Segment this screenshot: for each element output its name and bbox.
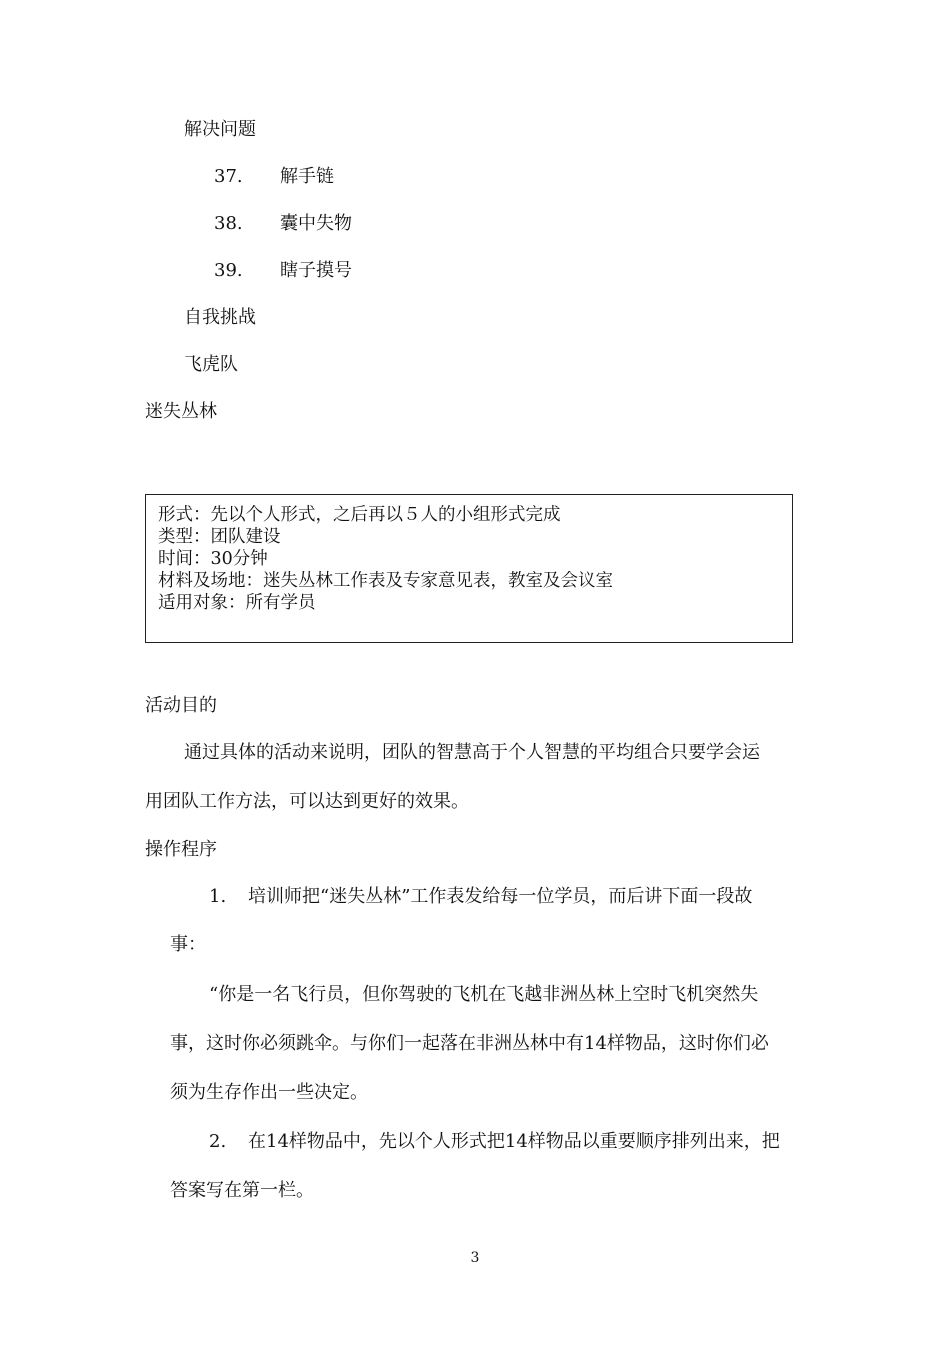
- list-item: [214, 165, 334, 189]
- purpose-heading: 活动目的: [145, 695, 217, 716]
- activity-info-box: [145, 494, 793, 643]
- story-line-1: “你是一名飞行员，但你驾驶的飞机在飞越非洲丛林上空时飞机突然失: [209, 984, 759, 1005]
- list-item: [214, 212, 352, 236]
- info-materials: 材料及场地：迷失丛林工作表及专家意见表，教室及会议室: [158, 571, 613, 591]
- purpose-line-2: 用团队工作方法，可以达到更好的效果。: [145, 791, 469, 812]
- list-item-number: 39.: [214, 260, 243, 281]
- story-line-2: 事，这时你必须跳伞。与你们一起落在非洲丛林中有14样物品，这时你们必: [170, 1033, 769, 1054]
- procedure-step-1: [209, 885, 752, 909]
- step-text: 培训师把“迷失丛林”工作表发给每一位学员，而后讲下面一段故: [248, 886, 753, 907]
- list-item-label: 瞎子摸号: [280, 260, 352, 281]
- list-item-label: 解手链: [280, 166, 334, 187]
- info-type: 类型：团队建设: [158, 527, 281, 547]
- info-form: 形式：先以个人形式，之后再以５人的小组形式完成: [158, 505, 561, 525]
- section-heading-problem-solving: 解决问题: [184, 119, 256, 140]
- section-heading-self-challenge: 自我挑战: [184, 307, 256, 328]
- purpose-line-1: 通过具体的活动来说明，团队的智慧高于个人智慧的平均组合只要学会运: [184, 742, 760, 763]
- procedure-step-2-cont: 答案写在第一栏。: [170, 1180, 314, 1201]
- page-number: 3: [470, 1250, 480, 1266]
- section-heading-lost-jungle: 迷失丛林: [145, 401, 217, 422]
- step-text: 在14样物品中，先以个人形式把14样物品以重要顺序排列出来，把: [248, 1131, 780, 1152]
- info-time: 时间：30分钟: [158, 549, 268, 569]
- step-number: 2.: [209, 1131, 227, 1152]
- list-item-number: 38.: [214, 213, 243, 234]
- procedure-heading: 操作程序: [145, 839, 217, 860]
- list-item-label: 囊中失物: [280, 213, 352, 234]
- list-item: [214, 259, 352, 283]
- info-audience: 适用对象：所有学员: [158, 593, 316, 613]
- procedure-step-2: [209, 1130, 780, 1154]
- step-number: 1.: [209, 886, 227, 907]
- story-line-3: 须为生存作出一些决定。: [170, 1082, 368, 1103]
- list-item-number: 37.: [214, 166, 243, 187]
- procedure-step-1-cont: 事：: [170, 934, 206, 955]
- section-heading-flying-tigers: 飞虎队: [184, 354, 238, 375]
